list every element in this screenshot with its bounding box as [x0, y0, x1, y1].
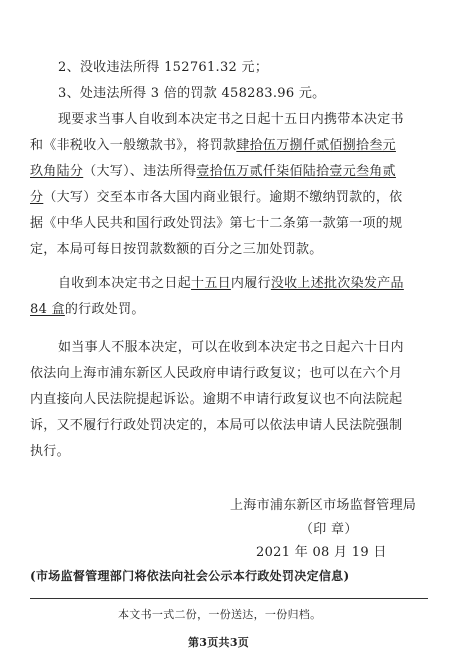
issue-date: 2021 年 08 月 19 日 — [256, 545, 387, 560]
payment-para-line-3: 玖角陆分（大写）、违法所得壹拾伍万贰仟柒佰陆拾壹元叁角贰 — [30, 164, 396, 179]
payment-para-line-4: 分（大写）交至本市各大国内商业银行。逾期不缴纳罚款的，依 — [30, 190, 403, 205]
footer-divider — [30, 598, 428, 599]
appeal-para-line-1: 如当事人不服本决定，可以在收到本决定书之日起六十日内 — [58, 340, 404, 355]
penalty-item-2: 2、没收违法所得 152761.32 元； — [58, 60, 269, 75]
fine-amount-uppercase: 肆拾伍万捌仟贰佰捌拾叁元 — [236, 138, 396, 153]
penalty-item-3: 3、处违法所得 3 倍的罚款 458283.96 元。 — [58, 86, 326, 101]
seal-placeholder: （印 章） — [300, 522, 358, 537]
performance-para-line-2: 84 盒的行政处罚。 — [30, 302, 145, 317]
copies-note: 本文书一式二份，一份送达，一份归档。 — [118, 608, 322, 621]
appeal-para-line-5: 执行。 — [30, 444, 70, 459]
confiscated-quantity: 84 盒 — [30, 302, 65, 317]
public-disclosure-note: (市场监督管理部门将依法向社会公示本行政处罚决定信息) — [30, 569, 350, 583]
confiscated-products: 没收上述批次染发产品 — [270, 276, 404, 291]
appeal-para-line-2: 依法向上海市浦东新区人民政府申请行政复议；也可以在六个月 — [30, 366, 403, 381]
illegal-income-uppercase-cont: 分 — [30, 190, 44, 205]
issuing-authority: 上海市浦东新区市场监督管理局 — [230, 498, 417, 513]
payment-para-line-2: 和《非税收入一般缴款书》，将罚款肆拾伍万捌仟贰佰捌拾叁元 — [30, 138, 396, 153]
performance-para-line-1: 自收到本决定书之日起十五日内履行没收上述批次染发产品 — [58, 276, 404, 291]
fine-amount-uppercase-cont: 玖角陆分 — [30, 164, 84, 179]
illegal-income-uppercase: 壹拾伍万贰仟柒佰陆拾壹元叁角贰 — [196, 164, 396, 179]
payment-para-line-5: 据《中华人民共和国行政处罚法》第七十二条第一款第一项的规 — [30, 216, 403, 231]
payment-para-line-1: 现要求当事人自收到本决定书之日起十五日内携带本决定书 — [58, 112, 404, 127]
page-number: 第3页共3页 — [188, 636, 250, 649]
appeal-para-line-4: 诉，又不履行行政处罚决定的，本局可以依法申请人民法院强制 — [30, 418, 403, 433]
appeal-para-line-3: 内直接向人民法院提起诉讼。逾期不申请行政复议也不向法院起 — [30, 392, 403, 407]
performance-deadline: 十五日 — [191, 276, 231, 291]
payment-para-line-6: 定，本局可每日按罚款数额的百分之三加处罚款。 — [30, 242, 323, 257]
